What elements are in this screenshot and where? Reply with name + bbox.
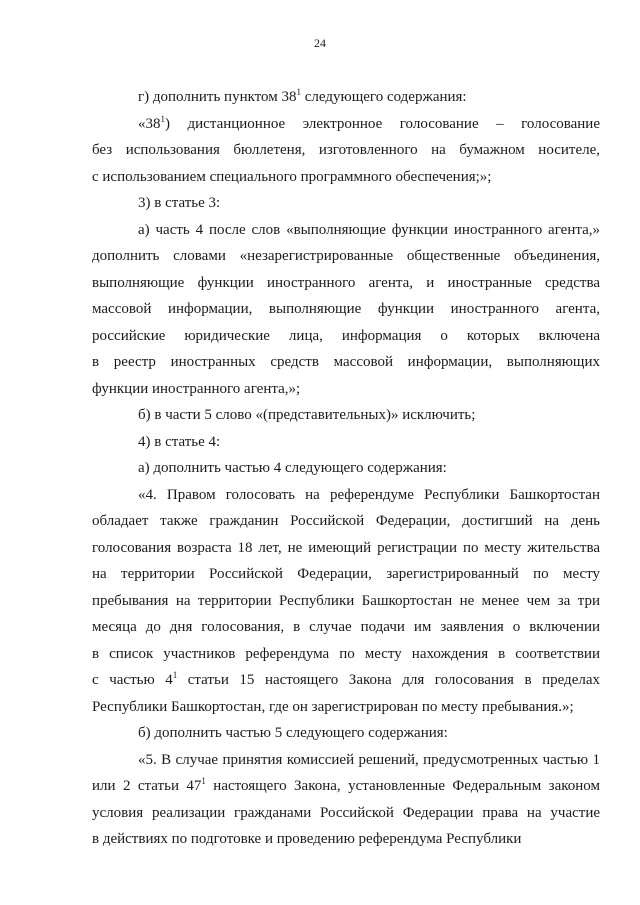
- paragraph-item-38-1: [92, 111, 600, 191]
- text-line: или 2 статьи $47^1$ настоящего Закона, установленные Федеральным законом: [92, 776, 600, 794]
- text-line: Республики Башкортостан, где он зарегистрирован по месту пребывания.»;: [92, 698, 574, 715]
- page-number: 24: [314, 36, 326, 50]
- paragraph-item-4a: а) дополнить частью 4 следующего содержания:: [138, 460, 447, 476]
- text-line: дополнить словами «незарегистрированные общественные объединения,: [92, 248, 600, 264]
- text-line: без использования бюллетеня, изготовленного на бумажном носителе,: [92, 142, 600, 158]
- text-line: «4. Правом голосовать на референдуме Республики Башкортостан: [138, 486, 600, 503]
- paragraph-item-g: г) дополнить пунктом $38^1$ следующего содержания:: [138, 87, 467, 105]
- text-line: пребывания на территории Республики Башкортостан не менее чем за три: [92, 592, 600, 609]
- paragraph-item-3b: б) в части 5 слово «(представительных)» исключить;: [138, 407, 476, 423]
- text-line: в реестр иностранных средств массовой информации, выполняющих: [92, 354, 600, 370]
- text-line: голосования возраста 18 лет, не имеющий регистрации по месту жительства: [92, 539, 600, 556]
- text-line: с использованием специального программного обеспечения;»;: [92, 168, 492, 185]
- paragraph-item-4b: б) дополнить частью 5 следующего содержания:: [138, 725, 448, 741]
- text-line: российские юридические лица, информация о которых включена: [92, 327, 600, 344]
- paragraph-part-5-text: [92, 747, 600, 853]
- text-line: в действиях по подготовке и проведению референдума Республики: [92, 831, 522, 847]
- text-line: условия реализации гражданами Российской Федерации права на участие: [92, 804, 600, 821]
- text-line: «5. В случае принятия комиссией решений, предусмотренных частью 1: [138, 751, 600, 768]
- text-line: с частью $4^1$ статьи 15 настоящего Закона для голосования в пределах: [92, 670, 600, 688]
- paragraph-item-4: 4) в статье 4:: [138, 433, 221, 450]
- text-line: массовой информации, выполняющие функции иностранного агента,: [92, 301, 600, 317]
- paragraph-item-3: 3) в статье 3:: [138, 195, 221, 211]
- text-line: на территории Российской Федерации, зарегистрированный по месту: [92, 566, 600, 582]
- text-line: функции иностранного агента,»;: [92, 380, 301, 397]
- paragraph-item-3a: [92, 217, 600, 403]
- text-line: месяца до дня голосования, в случае подачи им заявления о включении: [92, 619, 600, 635]
- text-line: выполняющие функции иностранного агента, и иностранные средства: [92, 274, 600, 291]
- text-line: «$38^1$) дистанционное электронное голосование – голосование: [138, 113, 600, 132]
- document-body: [92, 84, 600, 853]
- text-line: а) часть 4 после слов «выполняющие функции иностранного агента,»: [138, 221, 600, 238]
- text-line: в список участников референдума по месту нахождения в соответствии: [92, 645, 600, 662]
- paragraph-part-4-text: [92, 482, 600, 721]
- text-line: обладает также гражданин Российской Федерации, достигший на день: [92, 513, 600, 529]
